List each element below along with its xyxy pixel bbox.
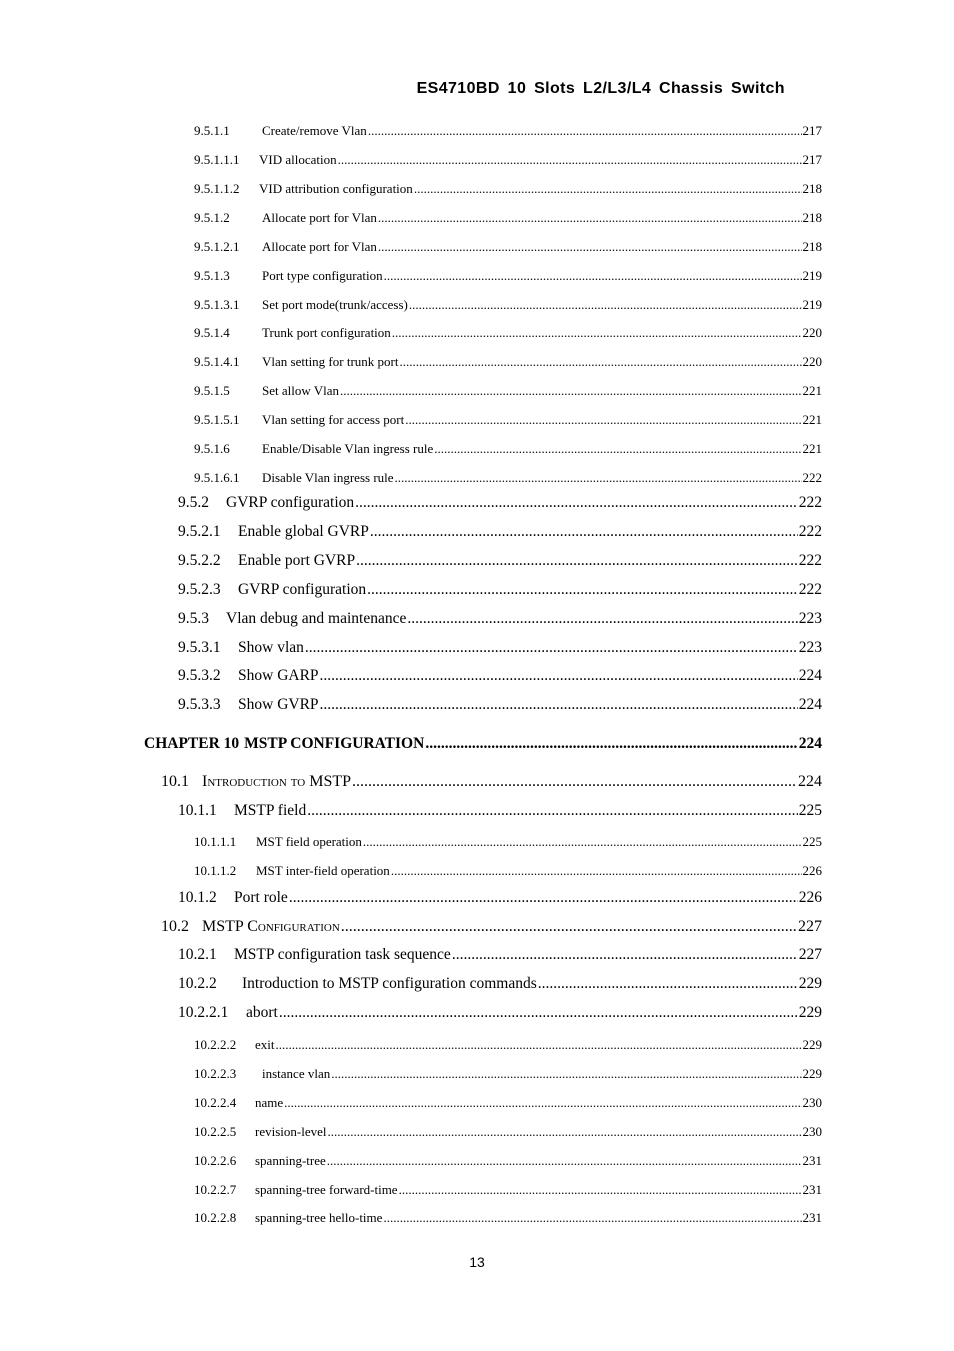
toc-entry-page: 218 [802,210,822,225]
toc-entry[interactable] [161,918,822,936]
toc-entry-title: Introduction to MSTP configuration commands [242,975,537,992]
toc-entry-number: 10.2.2.5 [194,1124,237,1139]
dot-leader [331,1066,801,1082]
toc-entry-title: exit [255,1037,275,1052]
dot-leader [307,802,798,820]
toc-entry-title: MST inter-field operation [256,863,390,878]
toc-entry-number: 10.2.2.8 [194,1210,237,1225]
toc-entry-page: 223 [798,639,822,656]
toc-entry-number: 9.5.1.6 [194,441,230,456]
toc-entry-page: 218 [802,181,822,196]
toc-entry[interactable] [194,441,822,457]
toc-entry-page: 217 [802,123,822,138]
page-number: 13 [469,1254,485,1270]
dot-leader [409,297,802,313]
toc-entry-number: 10.1.1.2 [194,863,237,878]
toc-entry[interactable] [178,494,822,512]
toc-entry-page: 218 [802,239,822,254]
toc-entry-title: GVRP configuration [238,581,367,598]
document-header: ES4710BD 10 Slots L2/L3/L4 Chassis Switch [416,80,785,97]
dot-leader [434,441,801,457]
toc-entry-title: Enable/Disable Vlan ingress rule [262,441,434,456]
dot-leader [320,667,798,685]
toc-entry[interactable] [194,210,822,226]
toc-entry[interactable] [178,802,822,820]
toc-entry[interactable] [194,863,822,879]
toc-entry-number: 9.5.2.2 [178,552,221,569]
toc-entry-number: 10.2 [161,918,189,935]
toc-entry[interactable] [194,268,822,284]
dot-leader [538,975,798,993]
toc-entry[interactable] [194,412,822,428]
dot-leader [327,1124,801,1140]
toc-entry-number: 10.2.1 [178,946,217,963]
toc-entry[interactable] [194,354,822,370]
toc-entry-page: 222 [798,581,822,598]
toc-entry-number: 9.5.1.3 [194,268,230,283]
toc-entry[interactable] [194,1182,822,1198]
toc-entry-title: Vlan setting for access port [262,412,405,427]
toc-entry-page: 227 [798,946,822,963]
toc-entry-title: Trunk port configuration [262,325,391,340]
dot-leader [383,1210,801,1226]
toc-entry-number: 9.5.2.1 [178,523,221,540]
toc-entry[interactable] [178,975,822,993]
toc-entry[interactable] [194,470,822,486]
toc-entry-number: 9.5.2.3 [178,581,221,598]
toc-entry[interactable] [194,123,822,139]
dot-leader [338,152,802,168]
toc-entry-page: 231 [802,1210,822,1225]
toc-entry-page: 224 [798,773,822,790]
toc-entry-title: Allocate port for Vlan [262,239,377,254]
dot-leader [363,834,802,850]
toc-entry-number: 9.5.1.4.1 [194,354,240,369]
toc-entry-page: 220 [802,354,822,369]
toc-entry-page: 225 [802,834,822,849]
toc-entry-title: spanning-tree hello-time [255,1210,383,1225]
toc-entry[interactable] [194,383,822,399]
toc-entry[interactable] [178,523,822,541]
toc-entry[interactable] [178,639,822,657]
toc-entry-number: 10.2.2.2 [194,1037,237,1052]
toc-entry-number: 9.5.2 [178,494,209,511]
toc-entry[interactable] [194,1066,822,1082]
toc-entry[interactable] [178,696,822,714]
toc-entry-title: Show GVRP [238,696,319,713]
toc-entry-number: 9.5.1.1.1 [194,152,240,167]
toc-entry[interactable] [194,1124,822,1140]
dot-leader [407,610,797,628]
toc-entry-title: MSTP field [234,802,307,819]
dot-leader [391,863,802,879]
toc-entry-title: MSTP CONFIGURATION [244,735,425,752]
toc-entry-page: 220 [802,325,822,340]
toc-entry-number: 10.1.1.1 [194,834,237,849]
dot-leader [327,1153,802,1169]
toc-entry-page: 231 [802,1153,822,1168]
toc-entry-title: Show GARP [238,667,319,684]
dot-leader [452,946,798,964]
toc-entry[interactable] [178,1004,822,1022]
toc-entry-title: Create/remove Vlan [262,123,367,138]
toc-entry-title: Disable Vlan ingress rule [262,470,394,485]
toc-entry-number: 10.2.2.1 [178,1004,229,1021]
toc-entry-page: 222 [798,494,822,511]
dot-leader [414,181,802,197]
dot-leader [368,123,802,139]
toc-entry-number: 9.5.1.5 [194,383,230,398]
toc-entry-page: 229 [798,975,822,992]
toc-entry-title: Allocate port for Vlan [262,210,377,225]
toc-entry-title: Set port mode(trunk/access) [262,297,408,312]
toc-entry-title: name [255,1095,284,1110]
toc-entry[interactable] [194,1153,822,1169]
toc-entry-page: 230 [802,1124,822,1139]
toc-entry[interactable] [194,297,822,313]
toc-entry-title: GVRP configuration [226,494,355,511]
toc-entry-number: 10.2.2.6 [194,1153,237,1168]
dot-leader [276,1037,802,1053]
toc-entry-page: 222 [798,552,822,569]
toc-entry[interactable] [161,773,822,791]
toc-entry-number: 9.5.1.6.1 [194,470,240,485]
toc-entry-number: 10.2.2.7 [194,1182,237,1197]
dot-leader [399,354,801,370]
toc-entry-page: 229 [802,1037,822,1052]
dot-leader [405,412,801,428]
toc-entry-number: 9.5.3 [178,610,209,627]
toc-entry-number: 10.1 [161,773,189,790]
toc-entry[interactable] [194,1210,822,1226]
dot-leader [340,383,801,399]
toc-entry-title: MSTP configuration task sequence [234,946,451,963]
toc-entry-number: CHAPTER 10 [144,735,240,752]
toc-entry-page: 219 [802,268,822,283]
toc-entry-number: 10.2.2.3 [194,1066,237,1081]
toc-entry-title: Enable global GVRP [238,523,369,540]
toc-entry-title: VID attribution configuration [259,181,413,196]
toc-entry-title: Enable port GVRP [238,552,356,569]
toc-entry-page: 221 [802,383,822,398]
toc-entry-page: 224 [798,667,822,684]
dot-leader [378,239,802,255]
toc-entry-number: 9.5.1.3.1 [194,297,240,312]
toc-entry-number: 10.1.1 [178,802,217,819]
dot-leader [320,696,798,714]
dot-leader [305,639,798,657]
toc-entry-title: Port role [234,889,288,906]
toc-entry-number: 10.1.2 [178,889,217,906]
dot-leader [341,918,797,936]
toc-entry-title: VID allocation [259,152,337,167]
toc-entry-number: 10.2.2 [178,975,217,992]
toc-entry-page: 225 [798,802,822,819]
toc-entry[interactable] [194,834,822,850]
toc-entry-page: 217 [802,152,822,167]
toc-entry[interactable] [194,152,822,168]
toc-entry-number: 9.5.1.1.2 [194,181,240,196]
toc-entry-page: 226 [802,863,822,878]
toc-entry[interactable] [178,889,822,907]
toc-entry-title: Introduction to MSTP [202,773,352,790]
toc-entry[interactable] [194,239,822,255]
toc-entry-number: 9.5.3.1 [178,639,221,656]
dot-leader [284,1095,801,1111]
toc-entry-page: 219 [802,297,822,312]
dot-leader [384,268,802,284]
toc-entry[interactable] [178,946,822,964]
toc-entry-title: Set allow Vlan [262,383,340,398]
toc-entry[interactable] [178,581,822,599]
dot-leader [289,889,798,907]
dot-leader [367,581,798,599]
toc-entry-title: Vlan setting for trunk port [262,354,399,369]
toc-entry-number: 9.5.1.2.1 [194,239,240,254]
dot-leader [395,470,802,486]
toc-entry-title: MSTP Configuration [202,918,340,935]
toc-entry[interactable] [194,1095,822,1111]
toc-entry-page: 222 [802,470,822,485]
toc-entry-title: Port type configuration [262,268,383,283]
toc-entry-title: Vlan debug and maintenance [226,610,407,627]
toc-entry-page: 231 [802,1182,822,1197]
toc-entry-title: spanning-tree forward-time [255,1182,398,1197]
toc-entry-page: 221 [802,441,822,456]
toc-entry-page: 229 [798,1004,822,1021]
toc-entry[interactable] [178,667,822,685]
toc-entry-page: 230 [802,1095,822,1110]
toc-entry-page: 222 [798,523,822,540]
toc-entry-number: 9.5.1.1 [194,123,230,138]
toc-entry-title: MST field operation [256,834,362,849]
toc-entry[interactable] [178,610,822,628]
toc-entry-page: 224 [798,696,822,713]
toc-entry-number: 9.5.3.3 [178,696,221,713]
toc-entry-number: 10.2.2.4 [194,1095,237,1110]
dot-leader [356,552,798,570]
toc-entry-title: Show vlan [238,639,304,656]
toc-entry[interactable] [178,552,822,570]
dot-leader [392,325,802,341]
toc-entry[interactable] [194,1037,822,1053]
toc-entry-number: 9.5.1.2 [194,210,230,225]
toc-entry-page: 227 [798,918,822,935]
toc-entry-title: spanning-tree [255,1153,326,1168]
toc-entry[interactable] [194,325,822,341]
toc-entry[interactable] [194,181,822,197]
toc-entry-number: 9.5.1.5.1 [194,412,240,427]
dot-leader [355,494,798,512]
dot-leader [425,735,797,753]
toc-entry-title: abort [246,1004,278,1021]
toc-entry-page: 226 [798,889,822,906]
dot-leader [279,1004,798,1022]
toc-entry-page: 223 [798,610,822,627]
toc-entry-title: instance vlan [262,1066,331,1081]
toc-entry-number: 9.5.1.4 [194,325,230,340]
dot-leader [370,523,798,541]
dot-leader [399,1182,802,1198]
toc-entry-number: 9.5.3.2 [178,667,221,684]
dot-leader [352,773,797,791]
dot-leader [378,210,802,226]
toc-entry-page: 229 [802,1066,822,1081]
toc-entry[interactable] [144,735,822,753]
toc-entry-title: revision-level [255,1124,327,1139]
toc-entry-page: 221 [802,412,822,427]
toc-entry-page: 224 [798,735,822,752]
